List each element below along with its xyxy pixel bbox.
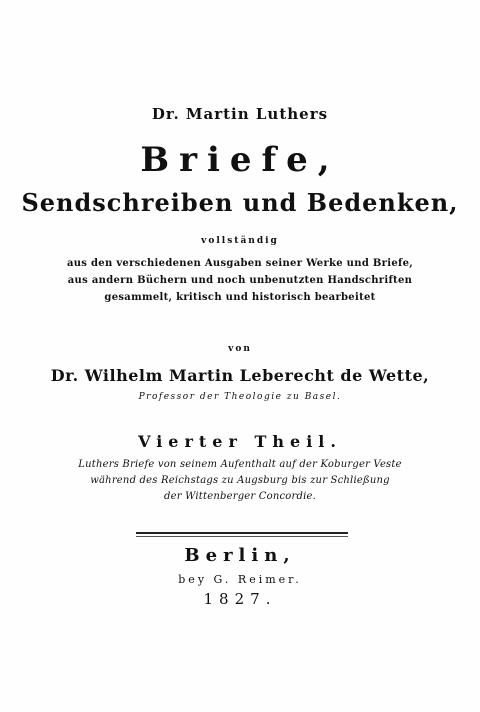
source-line-3: gesammelt, kritisch und historisch bearbeitet	[104, 292, 376, 303]
by-label: von	[228, 344, 252, 354]
imprint-publisher: bey G. Reimer.	[178, 573, 302, 586]
editor-position: Professor der Theologie zu Basel.	[138, 392, 342, 402]
divider-rule-thin	[136, 536, 348, 537]
part-description-line-3: der Wittenberger Concordie.	[164, 491, 316, 502]
source-line-1: aus den verschiedenen Ausgaben seiner Werke und Briefe,	[66, 258, 414, 269]
book-title: Briefe,	[140, 140, 340, 180]
book-subtitle: Sendschreiben und Bedenken,	[21, 188, 459, 217]
divider-rule	[136, 532, 348, 534]
part-description-line-1: Luthers Briefe von seinem Aufenthalt auf der Koburger Veste	[78, 459, 402, 470]
part-title: Vierter Theil.	[138, 432, 342, 451]
author-line: Dr. Martin Luthers	[151, 105, 329, 123]
imprint-place: Berlin,	[184, 545, 296, 566]
imprint-year: 1827.	[203, 590, 277, 608]
editor-name: Dr. Wilhelm Martin Leberecht de Wette,	[50, 366, 430, 385]
source-line-2: aus andern Büchern und noch unbenutzten Handschriften	[67, 275, 413, 286]
part-description-line-2: während des Reichstags zu Augsburg bis zur Schließung	[90, 475, 390, 486]
completeness-label: vollständig	[201, 236, 279, 246]
